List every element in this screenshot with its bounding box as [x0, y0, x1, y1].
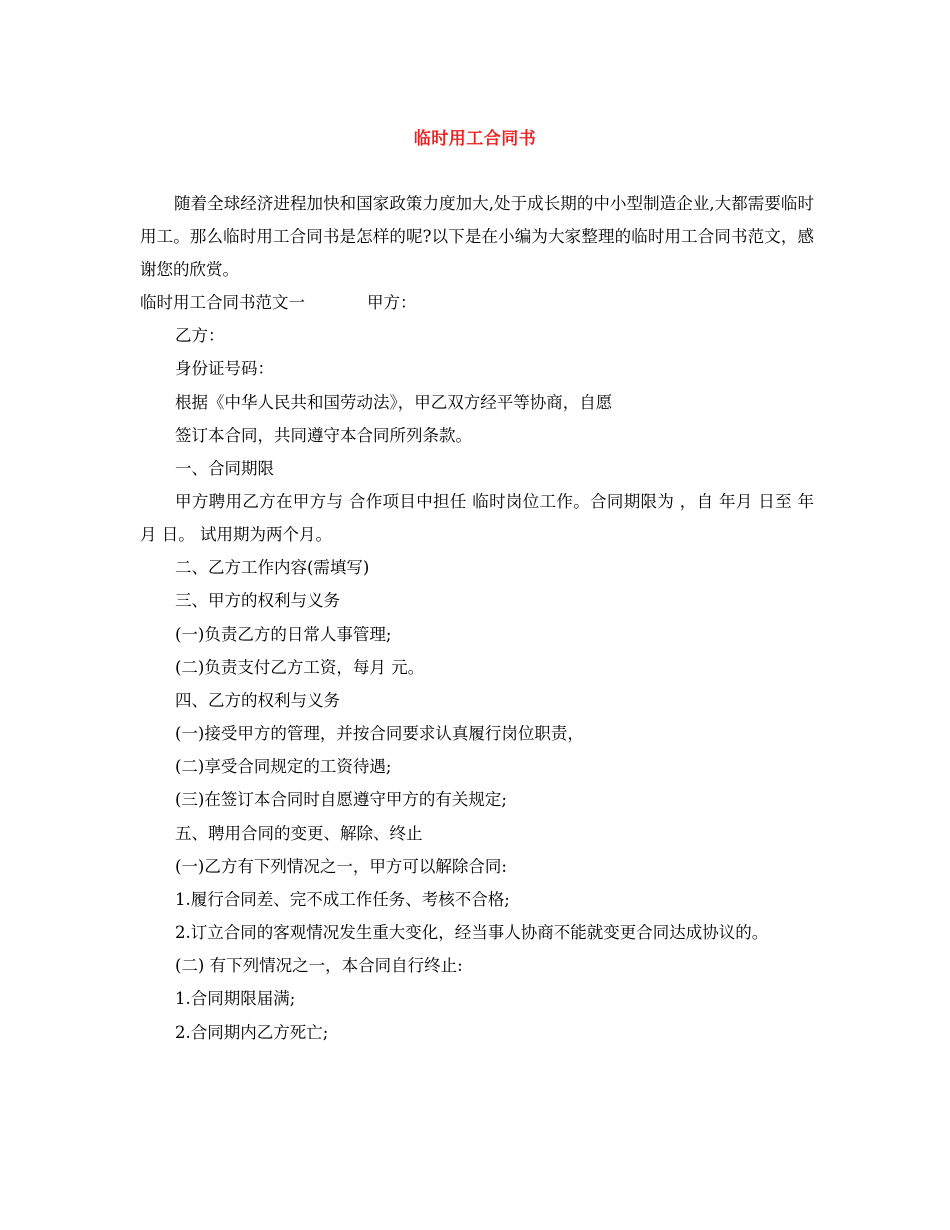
section-1-text: 甲方聘用乙方在甲方与 合作项目中担任 临时岗位工作。合同期限为 ，自 年月 日至 年 月 日。 试用期为两个月。 [140, 492, 814, 545]
basis-text: 根据《中华人民共和国劳动法》，甲乙双方经平等协商，自愿 [175, 392, 613, 412]
sign-text: 签订本合同，共同遵守本合同所列条款。 [175, 425, 472, 445]
intro-paragraph: 随着全球经济进程加快和国家政策力度加大,处于成长期的中小型制造企业,大都需要临时用工。那么临时用工合同书是怎样的呢?以下是在小编为大家整理的临时用工合同书范文，感谢您的欣赏。 [140, 194, 814, 279]
sample-heading-line [140, 286, 814, 319]
section-5-sub-1-item-2: 2.订立合同的客观情况发生重大变化，经当事人协商不能就变更合同达成协议的。 [175, 923, 769, 943]
section-4-item-2: (二)享受合同规定的工资待遇; [175, 757, 392, 777]
section-4-item-3: (三)在签订本合同时自愿遵守甲方的有关规定; [175, 790, 507, 810]
section-5-sub-2-item-2: 2.合同期内乙方死亡; [175, 1022, 329, 1042]
section-5-sub-1: (一)乙方有下列情况之一，甲方可以解除合同: [175, 856, 507, 876]
section-5-sub-2: (二) 有下列情况之一，本合同自行终止: [175, 956, 463, 976]
section-5-sub-2-item-1: 1.合同期限届满; [175, 989, 296, 1009]
section-3-item-1: (一)负责乙方的日常人事管理; [175, 624, 392, 644]
section-5-sub-1-item-1: 1.履行合同差、完不成工作任务、考核不合格; [175, 890, 510, 909]
document-title: 临时用工合同书 [413, 129, 537, 149]
section-1-title: 一、合同期限 [175, 458, 274, 478]
section-4-title: 四、乙方的权利与义务 [175, 690, 340, 710]
section-2-title: 二、乙方工作内容(需填写) [175, 558, 370, 578]
party-b-label: 乙方： [175, 326, 225, 346]
section-3-title: 三、甲方的权利与义务 [175, 591, 340, 611]
id-number-label: 身份证号码： [175, 359, 274, 379]
party-a-label: 甲方： [367, 293, 417, 312]
section-5-title: 五、聘用合同的变更、解除、终止 [175, 823, 423, 843]
sample-heading: 临时用工合同书范文一 [140, 293, 305, 312]
section-4-item-1: (一)接受甲方的管理，并按合同要求认真履行岗位职责， [175, 724, 584, 744]
document-body [140, 187, 814, 1049]
section-3-item-2: (二)负责支付乙方工资，每月 元。 [175, 657, 425, 677]
